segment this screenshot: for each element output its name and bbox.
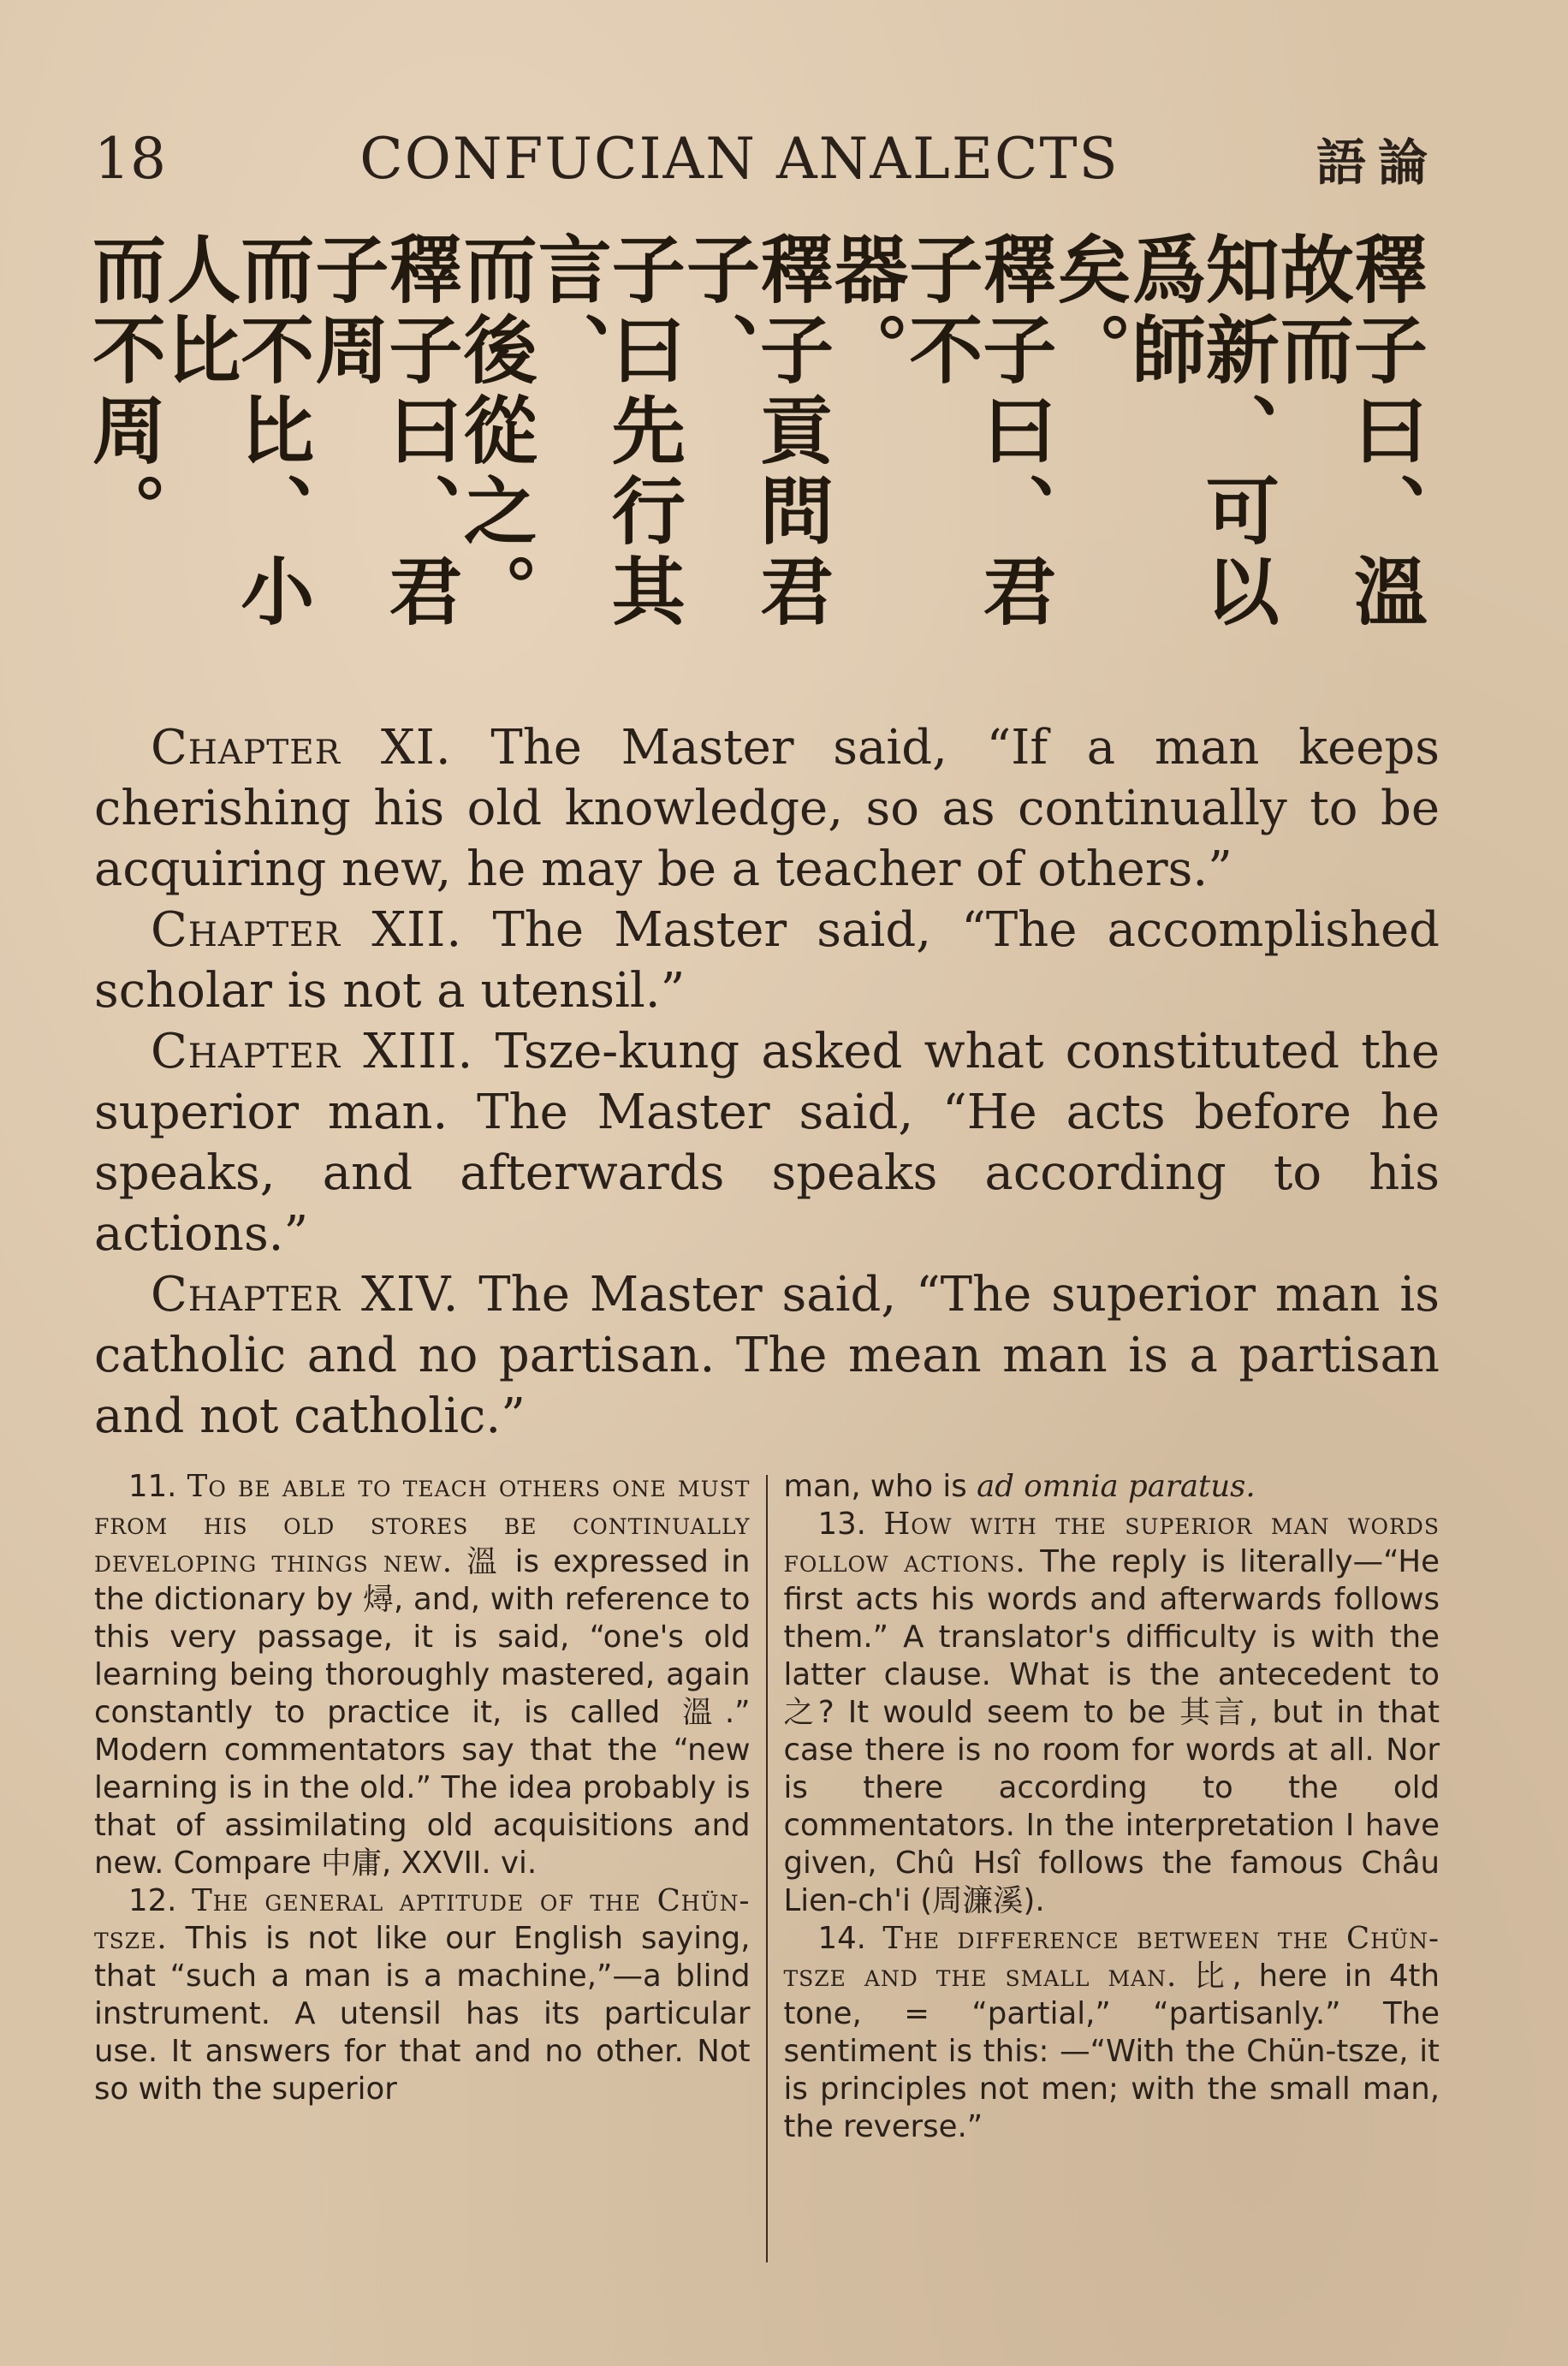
running-title: CONFUCIAN ANALECTS (359, 125, 1120, 192)
note-text: This is not like our English saying, that “such a man is a machine,”—a blind instrument. A utensil has its particular use. It answers for that and no other. Not so with the superior (94, 1921, 751, 2107)
chinese-column: 䆁子貢問君子、 (673, 231, 833, 633)
note-heading: To be able to teach others one must from his old stores be continually developing things new. (94, 1469, 751, 1579)
page-header (94, 120, 1440, 197)
notes-right-column (783, 1468, 1440, 2273)
note-number: 14. (817, 1921, 866, 1956)
note-number: 12. (128, 1883, 177, 1918)
note-heading: How with the superior man words follow actions. (783, 1507, 1440, 1579)
note-text: The reply is literally—“He first acts his words and afterwards follows them.” A translator's difficulty is with the latter clause. What is the antecedent to 之? It would seem to be 其言, but in that case there is no room for words at all. Nor is there according to the old commentators. In the interpretation I have given, Chû Hsî follows the famous Châu Lien-ch'i (周濂溪). (783, 1544, 1440, 1918)
page-number: 18 (94, 125, 166, 192)
chinese-column: 䆁子曰、溫故而 (1267, 231, 1427, 633)
chapter-text: Tsze-kung asked what constituted the superior man. The Master said, “He acts before he speaks, and afterwards speaks according to his actions.” (94, 1024, 1440, 1262)
note-12 (94, 1882, 751, 2108)
chinese-column: 器。 (822, 231, 908, 392)
note-13 (783, 1506, 1440, 1920)
note-text: 溫 is expressed in the dictionary by 燖, and, with reference to this very passage, it is said, “one's old learning being thoroughly mastered, again constantly to practice it, is called 溫.” Modern commentators say that the “new learning is in the old.” The idea probably is that of assimilating old acquisitions and new. Compare 中庸, XXVII. vi. (94, 1544, 751, 1881)
chapter-xiv (94, 1264, 1440, 1447)
note-heading: The general aptitude of the Chün-tsze. (94, 1883, 751, 1956)
note-11 (94, 1468, 751, 1882)
chapter-label: Chapter XI. (151, 720, 452, 776)
cjk-running-title: 語論 (1316, 134, 1440, 192)
chinese-column: 而不比、小人比 (154, 231, 314, 633)
chapter-label: Chapter XIII. (151, 1024, 474, 1079)
chapter-xiii (94, 1021, 1440, 1264)
notes-left-column (94, 1468, 751, 2273)
chinese-column: 矣。 (1044, 231, 1131, 392)
chapter-text: The Master said, “The accomplished scholar is not a utensil.” (94, 902, 1440, 1019)
chinese-column: 子曰先行其言、 (525, 231, 685, 633)
footnotes (94, 1468, 1440, 2273)
column-divider (766, 1475, 769, 2262)
chapter-label: Chapter XII. (151, 902, 463, 958)
note-12-continued (783, 1468, 1440, 1506)
chapter-label: Chapter XIV. (151, 1267, 460, 1323)
chinese-text-block (80, 231, 1427, 710)
chapter-xi (94, 717, 1440, 900)
chinese-column: 而不周。 (80, 231, 165, 553)
note-number: 13. (817, 1507, 866, 1542)
note-text: man, who is (783, 1469, 967, 1504)
chinese-column: 而後從之。 (450, 231, 537, 633)
chapter-text: The Master said, “The superior man is catholic and no partisan. The mean man is a partisan and not catholic.” (94, 1267, 1440, 1444)
note-14 (783, 1920, 1440, 2146)
note-latin: ad omnia paratus. (977, 1469, 1256, 1504)
note-text: 比, here in 4th tone, = “partial,” “partisanly.” The sentiment is this: —“With the Chün-tsze, it is principles not men; with the small man, the reverse.” (783, 1959, 1440, 2144)
note-number: 11. (128, 1469, 177, 1504)
chapter-xii (94, 900, 1440, 1021)
english-translation (94, 717, 1440, 1447)
chapter-text: The Master said, “If a man keeps cherishing his old knowledge, so as continually to be acquiring new, he may be a teacher of others.” (94, 720, 1440, 897)
chinese-column: 䆁子曰、君子周 (302, 231, 462, 633)
note-heading: The difference between the Chün-tsze and the small man. (783, 1921, 1440, 1994)
chinese-column: 知新、可以爲師 (1119, 231, 1279, 633)
chinese-column: 䆁子曰、君子不 (896, 231, 1056, 633)
